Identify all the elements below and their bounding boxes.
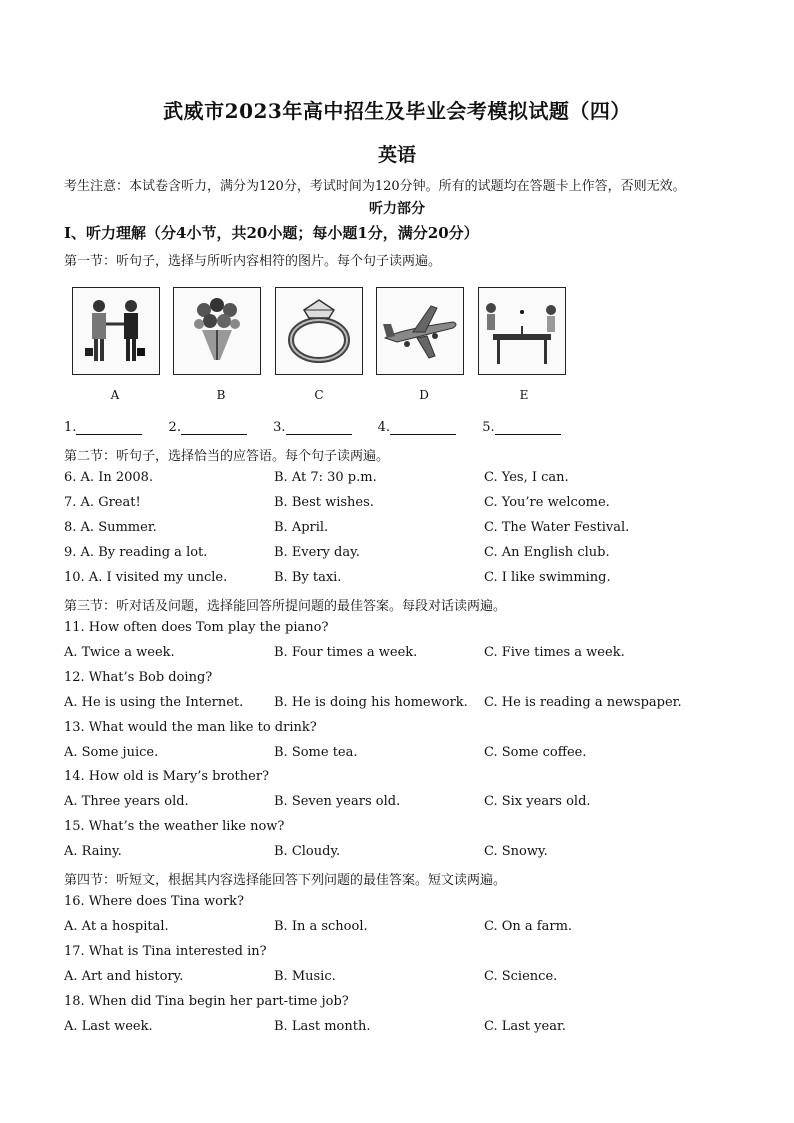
option-a[interactable]: A. Some juice. [64, 745, 159, 760]
option-a[interactable]: A. Three years old. [64, 794, 189, 809]
picture-label-d: D [419, 388, 429, 402]
question-row [64, 645, 744, 665]
part3-instruction: 第三节：听对话及问题，选择能回答所提问题的最佳答案。每段对话读两遍。 [64, 599, 507, 614]
option-b[interactable]: B. He is doing his homework. [274, 695, 468, 710]
answer-blank[interactable] [495, 420, 561, 435]
option-a[interactable]: 7. A. Great! [64, 495, 141, 510]
listening-part-heading: 听力部分 [369, 201, 425, 217]
option-b[interactable]: B. April. [274, 520, 329, 535]
option-b[interactable]: B. By taxi. [274, 570, 342, 585]
question-row [64, 745, 744, 765]
option-c[interactable]: C. Six years old. [484, 794, 591, 809]
blank-number: 2. [168, 420, 181, 435]
option-c[interactable]: C. He is reading a newspaper. [484, 695, 682, 710]
option-b[interactable]: B. Seven years old. [274, 794, 401, 809]
section-heading: Ⅰ、听力理解（分4小节，共20小题；每小题1分，满分20分） [64, 224, 479, 242]
option-b[interactable]: B. Cloudy. [274, 844, 341, 859]
question-text: 16. Where does Tina work? [64, 894, 245, 909]
option-c[interactable]: C. Science. [484, 969, 558, 984]
option-b[interactable]: B. Best wishes. [274, 495, 374, 510]
question-text: 18. When did Tina begin her part-time job? [64, 994, 349, 1009]
question-row [64, 844, 744, 864]
question-text: 15. What’s the weather like now? [64, 819, 285, 834]
exam-title: 武威市2023年高中招生及毕业会考模拟试题（四） [163, 99, 631, 123]
option-c[interactable]: C. You’re welcome. [484, 495, 610, 510]
option-b[interactable]: B. Music. [274, 969, 336, 984]
part1-instruction: 第一节：听句子，选择与所听内容相符的图片。每个句子读两遍。 [64, 254, 442, 269]
candidate-notice: 考生注意：本试卷含听力，满分为120分，考试时间为120分钟。所有的试题均在答题卡上作答，否则无效。 [64, 179, 686, 194]
subject-title: 英语 [377, 144, 416, 166]
option-c[interactable]: C. Five times a week. [484, 645, 625, 660]
option-c[interactable]: C. Snowy. [484, 844, 548, 859]
question-row [64, 495, 744, 515]
answer-blank[interactable] [286, 420, 352, 435]
question-row [64, 969, 744, 989]
blank-number: 1. [64, 420, 77, 435]
option-a[interactable]: A. Last week. [64, 1019, 153, 1034]
picture-label-a: A [110, 388, 120, 402]
option-b[interactable]: B. In a school. [274, 919, 368, 934]
option-c[interactable]: C. The Water Festival. [484, 520, 630, 535]
option-c[interactable]: C. Yes, I can. [484, 470, 569, 485]
option-c[interactable]: C. Some coffee. [484, 745, 587, 760]
option-a[interactable]: A. He is using the Internet. [64, 695, 244, 710]
answer-blank[interactable] [76, 420, 142, 435]
question-text: 12. What’s Bob doing? [64, 670, 213, 685]
option-a[interactable]: A. Art and history. [64, 969, 184, 984]
question-row [64, 1019, 744, 1039]
option-b[interactable]: B. Last month. [274, 1019, 371, 1034]
question-text: 17. What is Tina interested in? [64, 944, 267, 959]
option-a[interactable]: 9. A. By reading a lot. [64, 545, 208, 560]
blank-number: 5. [482, 420, 495, 435]
picture-label-e: E [519, 388, 529, 402]
handshake-icon [72, 287, 160, 375]
option-a[interactable]: A. At a hospital. [64, 919, 169, 934]
option-b[interactable]: B. Four times a week. [274, 645, 418, 660]
part2-instruction: 第二节：听句子，选择恰当的应答语。每个句子读两遍。 [64, 449, 390, 464]
answer-blank[interactable] [390, 420, 456, 435]
answer-blank[interactable] [181, 420, 247, 435]
ping-pong-icon [478, 287, 566, 375]
question-row [64, 470, 744, 490]
question-row [64, 794, 744, 814]
option-a[interactable]: 8. A. Summer. [64, 520, 157, 535]
option-b[interactable]: B. Every day. [274, 545, 360, 560]
question-text: 11. How often does Tom play the piano? [64, 620, 329, 635]
option-b[interactable]: B. At 7: 30 p.m. [274, 470, 377, 485]
question-text: 13. What would the man like to drink? [64, 720, 317, 735]
picture-label-b: B [216, 388, 226, 402]
question-row [64, 520, 744, 540]
question-row [64, 695, 744, 715]
airplane-icon [376, 287, 464, 375]
option-a[interactable]: 10. A. I visited my uncle. [64, 570, 228, 585]
diamond-ring-icon [275, 287, 363, 375]
question-row [64, 545, 744, 565]
option-a[interactable]: A. Twice a week. [64, 645, 175, 660]
option-b[interactable]: B. Some tea. [274, 745, 358, 760]
option-c[interactable]: C. Last year. [484, 1019, 566, 1034]
option-a[interactable]: A. Rainy. [64, 844, 122, 859]
question-text: 14. How old is Mary’s brother? [64, 769, 270, 784]
part4-instruction: 第四节：听短文，根据其内容选择能回答下列问题的最佳答案。短文读两遍。 [64, 873, 507, 888]
option-c[interactable]: C. On a farm. [484, 919, 573, 934]
question-row [64, 570, 744, 590]
option-c[interactable]: C. An English club. [484, 545, 610, 560]
blank-number: 3. [273, 420, 286, 435]
flower-bouquet-icon [173, 287, 261, 375]
picture-options [72, 287, 572, 377]
question-row [64, 919, 744, 939]
blank-number: 4. [377, 420, 391, 435]
picture-label-c: C [314, 388, 324, 402]
option-c[interactable]: C. I like swimming. [484, 570, 611, 585]
answer-blanks [64, 420, 583, 435]
option-a[interactable]: 6. A. In 2008. [64, 470, 154, 485]
